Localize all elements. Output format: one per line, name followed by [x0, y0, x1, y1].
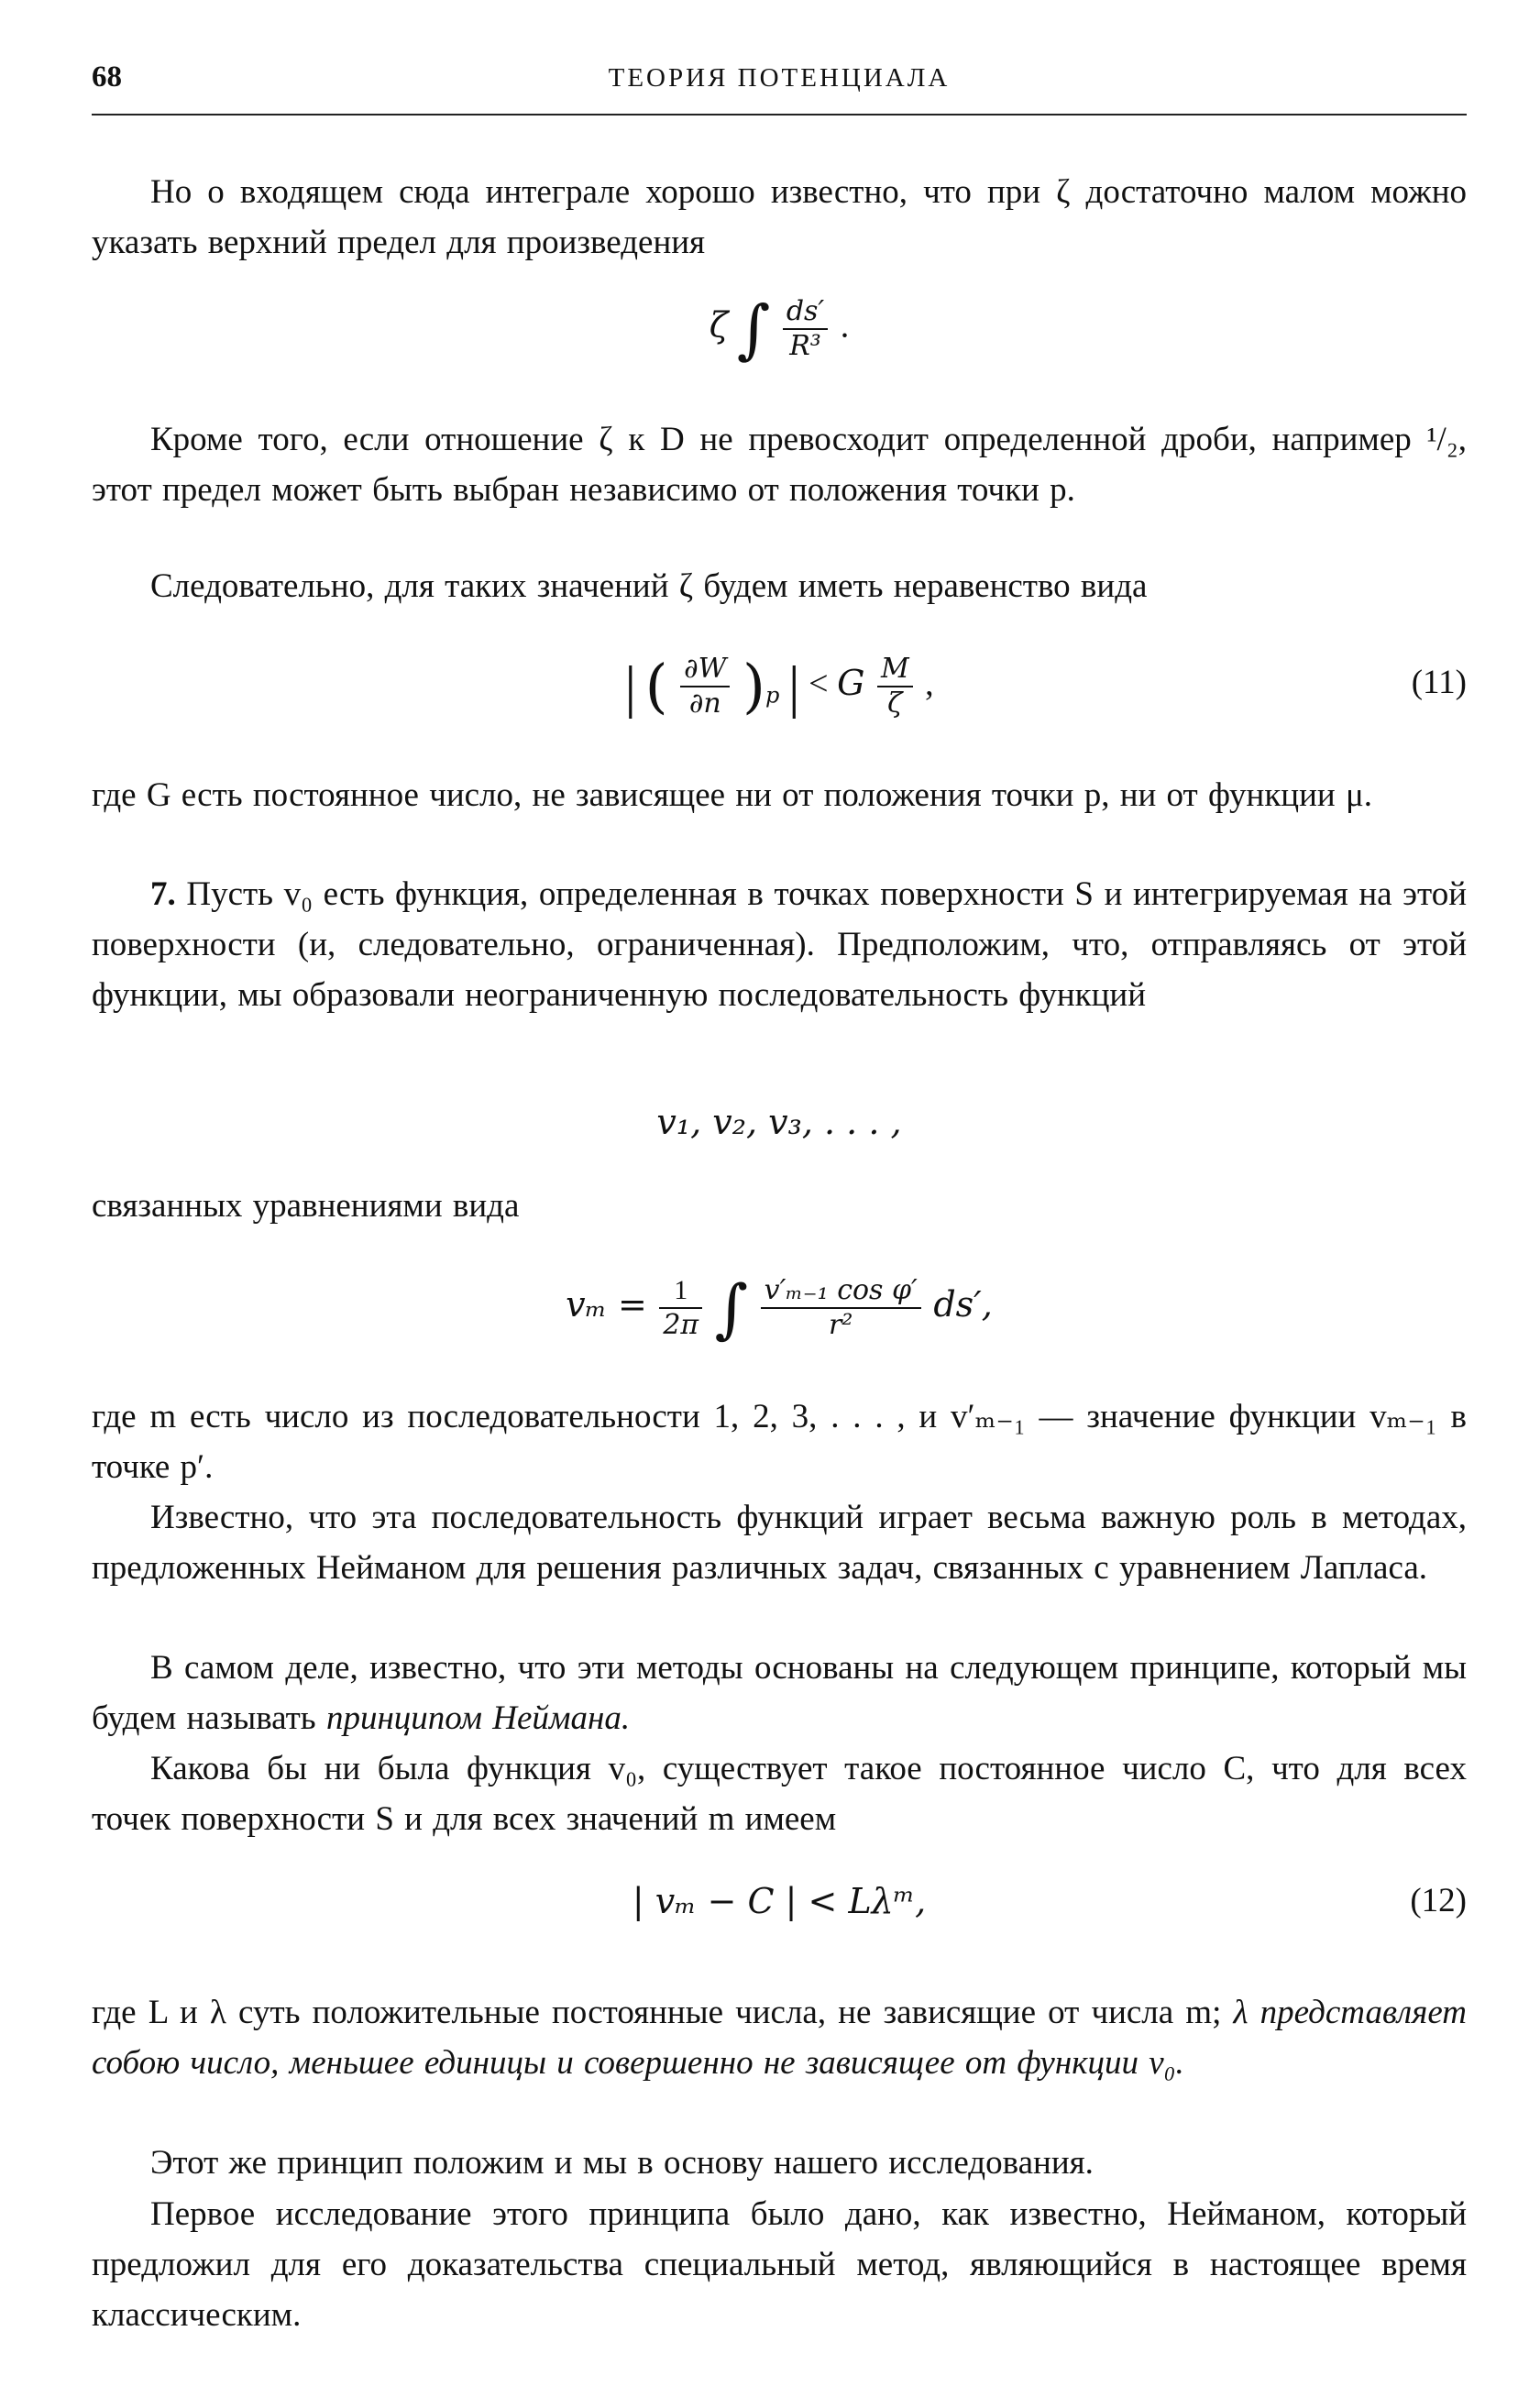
one-over-two-pi: [659, 1274, 702, 1342]
paragraph-12: Этот же принцип положим и мы в основу нашего исследования.: [150, 2144, 1094, 2182]
integrand-numerator: v′ₘ₋₁ cos φ′: [761, 1274, 921, 1309]
paragraph-5-text: Пусть v₀ есть функция, определенная в точках поверхности S и интегрируемая на этой поверхности (и, следовательно, ограниченная). Предположим, что, отправляясь от этой функции, мы образовали неограниченную последовательность функций: [92, 875, 1468, 1014]
less-than: <: [808, 665, 829, 703]
paragraph-13: Первое исследование этого принципа было дано, как известно, Нейманом, который предложил для его доказательства специальный метод, являющийся в настоящее время классическим.: [92, 2195, 1467, 2334]
paragraph-8: Известно, что эта последовательность функций играет весьма важную роль в методах, предложенных Нейманом для решения различных задач, связанных с уравнением Лапласа.: [92, 1499, 1467, 1587]
equation-number-11: (11): [1411, 664, 1467, 701]
bound-numerator: M: [877, 653, 913, 687]
derivative-numerator: ∂W: [680, 653, 730, 687]
fraction-numerator: ds′: [783, 295, 828, 330]
equation-comma: ,: [925, 665, 934, 703]
paragraph-1: Но о входящем сюда интеграле хорошо известно, что при ζ достаточно малом можно указать верхний предел для произведения: [92, 173, 1467, 261]
paragraph-11-text: где L и λ суть положительные постоянные числа, не зависящие от числа m;: [92, 1994, 1222, 2031]
equation-11: [92, 632, 1467, 733]
integral-sign: ∫: [736, 291, 771, 367]
page-header: [92, 60, 1467, 101]
paragraph-3: Следовательно, для таких значений ζ будем иметь неравенство вида: [150, 567, 1148, 605]
paragraph-10: Какова бы ни была функция v₀, существует такое постоянное число C, что для всех точек поверхности S и для всех значений m имеем: [92, 1750, 1467, 1838]
integral-sign-2: ∫: [714, 1270, 749, 1347]
subscript-p: p: [764, 682, 780, 709]
header-rule: [92, 114, 1467, 115]
formula-zeta-integral: [92, 291, 1467, 367]
running-title: ТЕОРИЯ ПОТЕНЦИАЛА: [608, 63, 951, 93]
paragraph-5: [92, 869, 1467, 1020]
integrand-denominator: r²: [829, 1309, 853, 1342]
paragraph-11: [92, 1987, 1467, 2088]
paragraph-9: [92, 1643, 1467, 1743]
recurrence-formula: [92, 1254, 1467, 1355]
paren-right: ): [742, 653, 765, 721]
bound-denominator: ζ: [887, 687, 903, 720]
recurrence-tail: ds′,: [933, 1284, 993, 1325]
formula-fraction: [783, 295, 828, 363]
equation-12: [92, 1881, 1467, 1922]
derivative-denominator: ∂n: [688, 687, 721, 720]
formula-period: .: [840, 306, 850, 346]
fraction-denominator: R³: [789, 330, 821, 362]
integrand-fraction: [761, 1274, 921, 1342]
derivative-fraction: [680, 653, 730, 720]
paragraph-2: Кроме того, если отношение ζ к D не превосходит определенной дроби, например ¹/₂, этот предел может быть выбран независимо от положения точки p.: [92, 421, 1467, 509]
paragraph-7: где m есть число из последовательности 1, 2, 3, . . . , и v′ₘ₋₁ — значение функции vₘ₋₁ в точке p′.: [92, 1398, 1467, 1486]
formula-zeta: ζ: [709, 304, 729, 346]
page-number: 68: [92, 60, 122, 93]
paragraph-11-italic: λ представляет собою число, меньшее единицы и совершенно не зависящее от функции v₀.: [92, 1994, 1467, 2082]
paragraph-6: связанных уравнениями вида: [92, 1187, 520, 1225]
neumann-principle-term: принципом Неймана.: [325, 1699, 631, 1737]
bound-fraction: [877, 653, 913, 720]
abs-bar-right: |: [787, 654, 800, 720]
sequence-formula: v₁, v₂, v₃, . . . ,: [656, 1102, 902, 1142]
paren-left: (: [644, 653, 668, 721]
two-pi-denominator: 2π: [663, 1309, 699, 1342]
paragraph-9-text: В самом деле, известно, что эти методы основаны на следующем принципе, который мы будем называть: [92, 1649, 1467, 1737]
equation-number-12: (12): [1410, 1882, 1467, 1919]
equation-12-expression: | vₘ − C | < Lλᵐ,: [632, 1881, 927, 1921]
constant-G: G: [837, 663, 865, 703]
section-number: 7.: [150, 875, 176, 913]
abs-bar-left: |: [624, 654, 637, 720]
recurrence-lhs: vₘ =: [566, 1284, 647, 1325]
paragraph-4: где G есть постоянное число, не зависящее ни от положения точки p, ни от функции μ.: [92, 776, 1373, 814]
one-numerator: 1: [659, 1274, 702, 1309]
